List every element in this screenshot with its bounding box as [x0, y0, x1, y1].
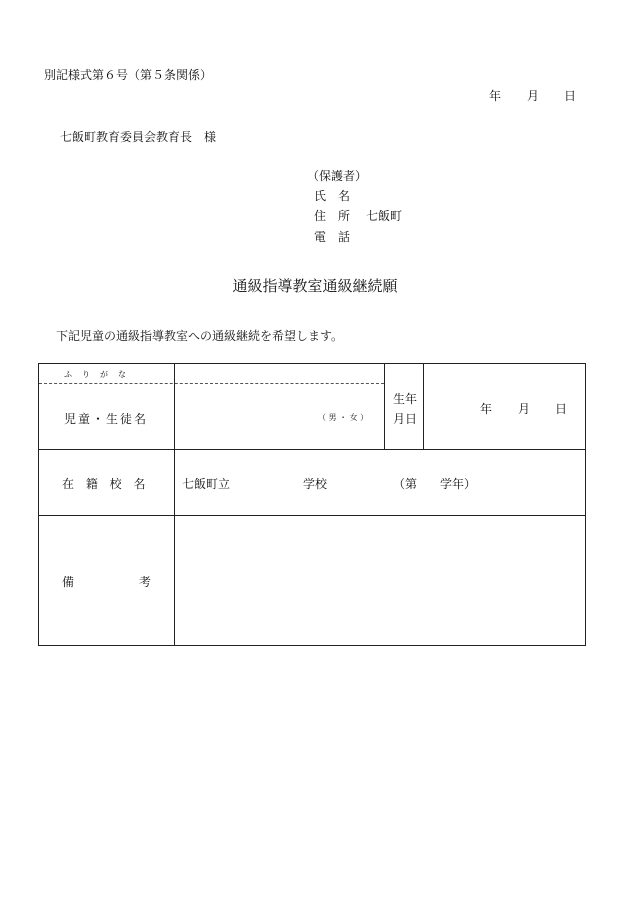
gender-note: （ 男 ・ 女 ） [318, 413, 369, 422]
birth-month-label: 月 [518, 402, 531, 416]
addressee: 七飯町教育委員会教育長 様 [60, 130, 217, 144]
table-top-border [38, 363, 586, 364]
birth-label-line2: 月日 [393, 412, 418, 426]
date-year-label: 年 [489, 89, 502, 103]
child-name-label: 児童・生徒名 [64, 412, 149, 426]
table-right-border [585, 363, 586, 646]
intro-text: 下記児童の通級指導教室への通級継続を希望します。 [56, 329, 344, 343]
guardian-name-label: 氏 名 [314, 189, 351, 203]
birth-label-line1: 生年 [393, 392, 418, 406]
school-suffix: 学校 [303, 477, 328, 491]
birth-label-right-divider [423, 363, 424, 450]
document-title: 通級指導教室通級継続願 [232, 277, 398, 295]
birth-day-label: 日 [555, 402, 568, 416]
grade-prefix: （第 [393, 477, 418, 491]
school-label: 在 籍 校 名 [62, 477, 147, 491]
furigana-label: ふ り が な [64, 370, 127, 379]
grade-suffix: 学年） [440, 477, 477, 491]
remarks-label-2: 考 [139, 575, 152, 589]
birth-year-label: 年 [480, 402, 493, 416]
guardian-heading: （保護者） [307, 169, 368, 183]
furigana-divider [39, 383, 384, 384]
row-divider-2 [38, 515, 586, 516]
guardian-address-label: 住 所 [314, 209, 351, 223]
form-number: 別記様式第６号（第５条関係） [44, 68, 213, 82]
birth-label-left-divider [384, 363, 385, 450]
guardian-address-value: 七飯町 [366, 209, 403, 223]
label-column-divider [174, 363, 175, 646]
guardian-phone-label: 電 話 [314, 230, 351, 244]
table-left-border [38, 363, 39, 646]
school-town: 七飯町立 [182, 477, 231, 491]
date-month-label: 月 [527, 89, 540, 103]
table-bottom-border [38, 645, 586, 646]
date-day-label: 日 [564, 89, 577, 103]
row-divider-1 [38, 449, 586, 450]
remarks-label-1: 備 [62, 575, 75, 589]
